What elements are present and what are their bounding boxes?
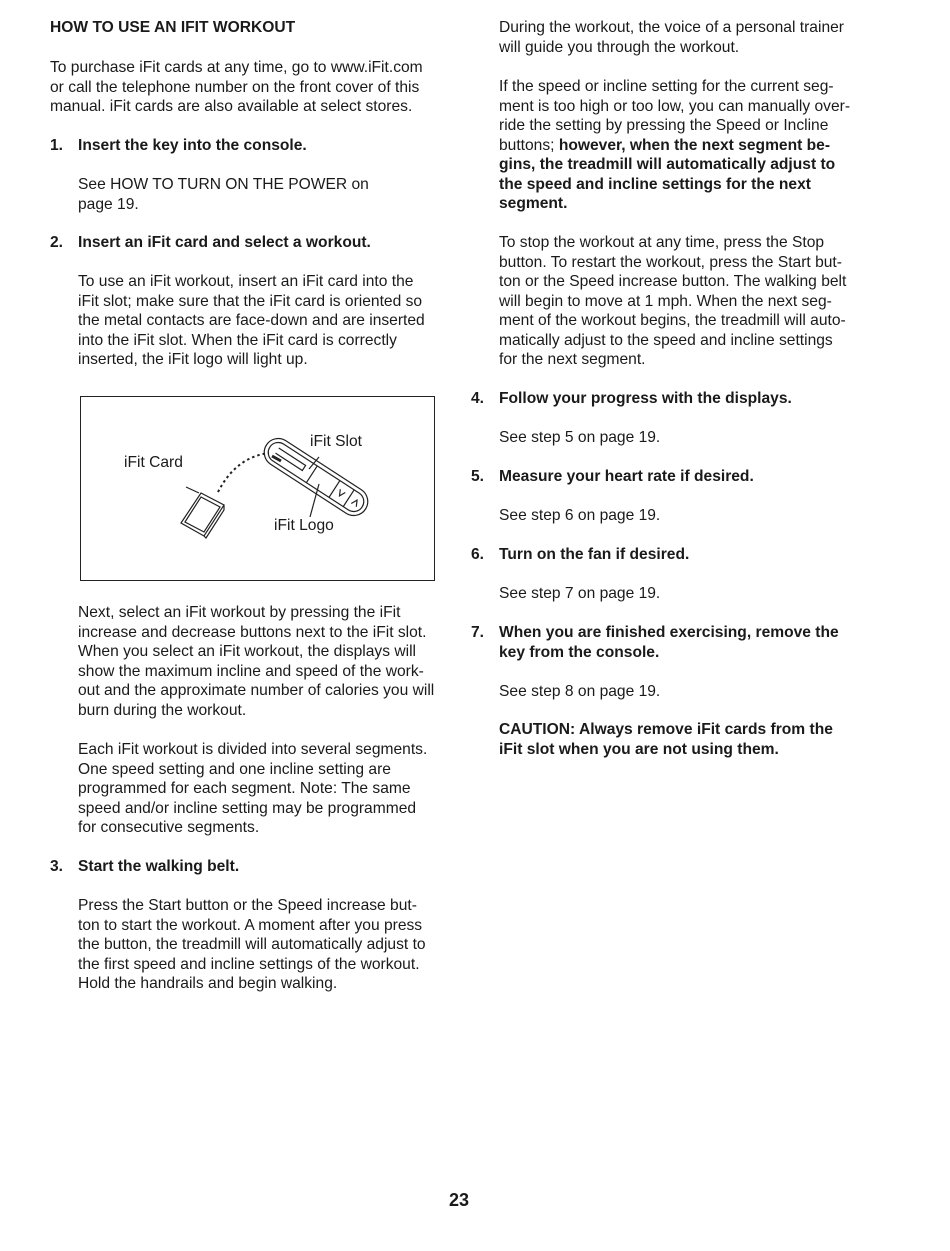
text-line: the metal contacts are face-down and are inserted — [78, 312, 425, 329]
step-7-heading — [499, 623, 839, 662]
bold-text-run: iFit slot when you are not using them. — [499, 740, 779, 758]
text-line: page 19. — [78, 195, 139, 213]
text-line: Follow your progress with the displays. — [499, 390, 792, 407]
text-line: See step 8 on page 19. — [499, 683, 661, 700]
bold-text-run: however, when the next segment be- — [558, 136, 831, 154]
step-5-heading — [499, 467, 754, 487]
text-line — [499, 740, 833, 760]
step-2-text — [78, 272, 425, 370]
text-line: increase and decrease buttons next to the iFit slot. — [78, 623, 427, 641]
text-line: When you select an iFit workout, the displays will — [78, 643, 417, 660]
text-line — [499, 155, 850, 175]
text-line: matically adjust to the speed and incline settings — [499, 331, 833, 349]
text-line: inserted, the iFit logo will light up. — [78, 351, 308, 368]
text-line: Turn on the fan if desired. — [499, 546, 690, 563]
text-line: show the maximum incline and speed of the work- — [78, 662, 424, 680]
intro-paragraph — [50, 58, 423, 117]
step-4-text — [499, 428, 660, 448]
text-line: Next, select an iFit workout by pressing the iFit — [78, 604, 401, 621]
text-line: Each iFit workout is divided into several segments. — [78, 741, 428, 758]
text-line — [499, 720, 833, 740]
text-line: One speed setting and one incline setting are — [78, 760, 391, 778]
text-line: button. To restart the workout, press the Start but- — [499, 253, 842, 271]
text-line: Measure your heart rate if desired. — [499, 468, 754, 485]
text-line: To purchase iFit cards at any time, go to www.iFit.com — [50, 59, 423, 76]
step-1-text — [78, 175, 369, 214]
text-line: Insert an iFit card and select a workout. — [78, 234, 371, 251]
text-line: If the speed or incline setting for the current seg- — [499, 78, 834, 95]
step-2-select-text — [78, 603, 434, 720]
step-2-number: 2. — [50, 234, 64, 251]
bold-text-run: CAUTION: Always remove iFit cards from the — [499, 721, 833, 738]
step-1-number: 1. — [50, 137, 64, 154]
text-line: See step 6 on page 19. — [499, 507, 661, 524]
step-5-number: 5. — [471, 468, 485, 485]
text-line: ment is too high or too low, you can manually over- — [499, 97, 851, 115]
text-line: To use an iFit workout, insert an iFit card into the — [78, 273, 414, 290]
step-4-heading — [499, 389, 792, 409]
step-2-heading — [78, 233, 371, 253]
logo-leader-line — [310, 484, 319, 517]
bold-text-run: gins, the treadmill will automatically adjust to — [499, 156, 836, 173]
ifit-logo-label: iFit Logo — [274, 517, 334, 534]
step-7-text — [499, 682, 660, 702]
insertion-path — [218, 453, 269, 492]
text-line: Insert the key into the console. — [78, 137, 307, 154]
step-6-text — [499, 584, 660, 604]
text-line: speed and/or incline setting may be programmed — [78, 799, 417, 817]
text-line: for consecutive segments. — [78, 819, 260, 836]
text-line: will guide you through the workout. — [499, 38, 740, 56]
bold-text-run: segment. — [499, 195, 568, 212]
text-line: into the iFit slot. When the iFit card is correctly — [78, 331, 397, 349]
step-5-text — [499, 506, 660, 526]
step-1-heading — [78, 136, 307, 156]
step-6-heading — [499, 545, 689, 565]
text-line: or call the telephone number on the front cover of this — [50, 78, 420, 96]
text-line: ment of the workout begins, the treadmill will auto- — [499, 312, 846, 329]
text-line: See step 5 on page 19. — [499, 429, 661, 446]
text-line: iFit slot; make sure that the iFit card is oriented so — [78, 292, 423, 310]
step-7-number: 7. — [471, 624, 485, 641]
bold-text-run: the speed and incline settings for the next — [499, 175, 811, 193]
text-line: Start the walking belt. — [78, 858, 240, 875]
text-line: See step 7 on page 19. — [499, 585, 661, 602]
step-4-number: 4. — [471, 390, 485, 407]
text-line: out and the approximate number of calories you will — [78, 682, 435, 699]
ifit-slot-figure — [80, 396, 435, 581]
ifit-card-label: iFit Card — [124, 454, 183, 471]
text-line: will begin to move at 1 mph. When the next seg- — [499, 292, 832, 310]
text-line: the button, the treadmill will automatically adjust to — [78, 936, 426, 953]
text-line: ton or the Speed increase button. The walking belt — [499, 273, 847, 290]
ifit-console-illustration — [81, 397, 434, 580]
step-2-segments-text — [78, 740, 427, 838]
text-line: Press the Start button or the Speed increase but- — [78, 897, 417, 914]
step-3-trainer-text — [499, 18, 844, 57]
text-line — [499, 194, 850, 214]
step-3-override-text — [499, 77, 850, 214]
text-line: Hold the handrails and begin walking. — [78, 975, 338, 992]
text-line: During the workout, the voice of a personal trainer — [499, 19, 844, 36]
step-3-heading — [78, 857, 239, 877]
step-6-number: 6. — [471, 546, 485, 563]
section-title: HOW TO USE AN IFIT WORKOUT — [50, 19, 296, 36]
text-line: key from the console. — [499, 643, 660, 661]
caution-note — [499, 720, 833, 759]
page-number: 23 — [448, 1190, 470, 1210]
step-3-text — [78, 896, 426, 994]
text-line: See HOW TO TURN ON THE POWER on — [78, 176, 369, 193]
text-line: manual. iFit cards are also available at select stores. — [50, 98, 413, 115]
step-3-stop-text — [499, 233, 846, 370]
text-line: programmed for each segment. Note: The same — [78, 780, 411, 797]
text-line: ride the setting by pressing the Speed or Incline — [499, 117, 829, 134]
text-line: When you are finished exercising, remove the — [499, 624, 839, 641]
text-line: To stop the workout at any time, press the Stop — [499, 234, 825, 251]
text-line — [499, 136, 850, 156]
text-line — [499, 175, 850, 195]
ifit-card-drawing — [181, 487, 224, 538]
text-run: buttons; — [499, 136, 559, 154]
ifit-slot-label: iFit Slot — [310, 433, 362, 450]
step-3-number: 3. — [50, 858, 64, 875]
text-line: for the next segment. — [499, 351, 646, 368]
text-line: burn during the workout. — [78, 701, 247, 719]
text-line: ton to start the workout. A moment after you press — [78, 916, 423, 934]
text-line: the first speed and incline settings of the workout. — [78, 955, 420, 973]
